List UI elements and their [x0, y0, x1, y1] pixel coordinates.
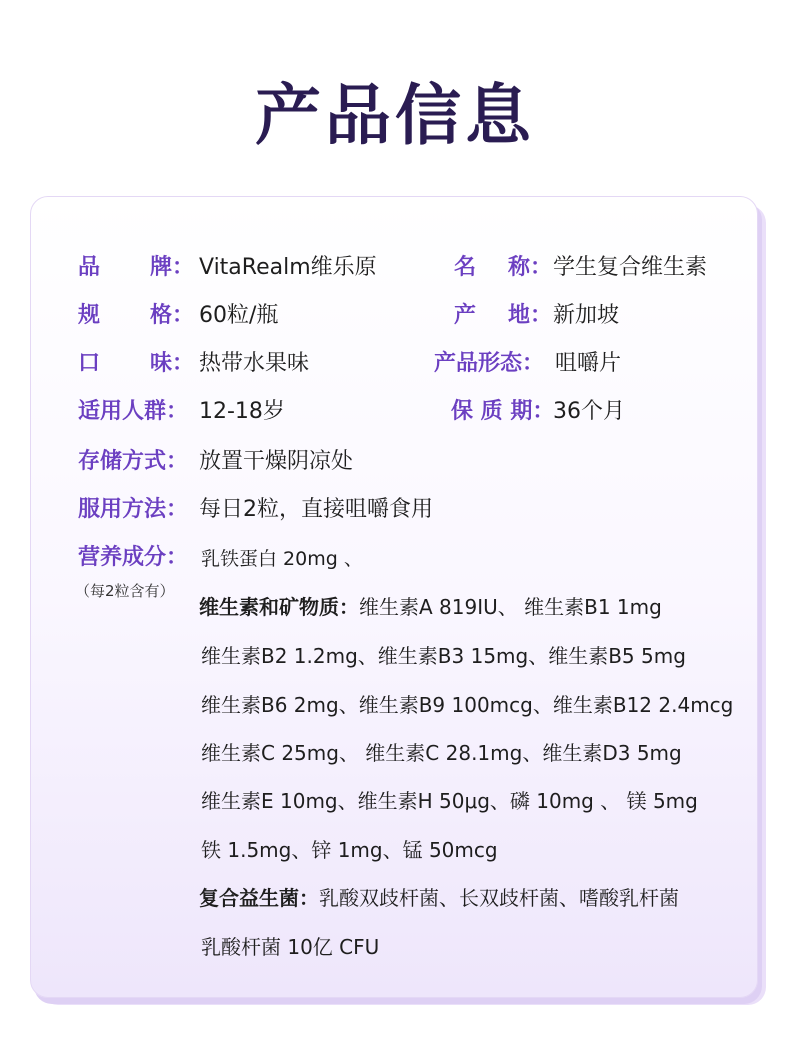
vitamins-first: 维生素A 819IU、 维生素B1 1mg	[359, 595, 662, 619]
probiotic-line	[199, 883, 679, 913]
probiotic-last: 乳酸杆菌 10亿 CFU	[201, 935, 380, 959]
page-title: 产品信息	[255, 77, 535, 154]
shelf-label: 保 质 期：	[451, 399, 555, 424]
vitamins-line-1: 维生素B2 1.2mg、维生素B3 15mg、维生素B5 5mg	[201, 644, 686, 668]
taste-value: 热带水果味	[199, 351, 310, 376]
spec-value: 60粒/瓶	[199, 303, 279, 328]
storage-value: 放置干燥阴凉处	[199, 449, 354, 474]
product-info-card: 品 牌： VitaRealm维乐原 名 称： 学生复合维生素 规 格： 60粒/瓶 产 地： 新加坡 口 味： 热带水果味 产品形态： 咀嚼片 适用人群： 12-18岁 保 质 期： 36个月 存储方式： 放置干燥阴凉处 服用方法： 每日2粒，直接咀嚼食用 营养成分： （每2粒含有） 乳铁蛋白 20mg 、 维生素和矿物质：维生素A 819IU、 维生素B1 1mg 维生素B2 1.2mg、维生素B3 15mg、维生素B5 5mg 维生素B6 2mg、维生素B9 100mcg、维生素B12 2.4mcg 维生素C 25mg、 维生素C 28.1mg、维生素D3 5mg 维生素E 10mg、维生素H 50μg、磷 10mg 、 镁 5mg 铁 1.5mg、锌 1mg、锰 50mcg 复合益生菌：乳酸双歧杆菌、长双歧杆菌、嗜酸乳杆菌 乳酸杆菌 10亿 CFU	[30, 196, 758, 998]
crowd-label: 适用人群：	[78, 399, 189, 424]
form-label: 产品形态：	[434, 351, 545, 376]
nutrition-note: （每2粒含有）	[75, 582, 175, 600]
form-value: 咀嚼片	[555, 351, 622, 376]
vitamins-line-2: 维生素B6 2mg、维生素B9 100mcg、维生素B12 2.4mcg	[201, 693, 734, 717]
vitamins-line-5: 铁 1.5mg、锌 1mg、锰 50mcg	[201, 838, 498, 862]
storage-label: 存储方式：	[78, 449, 189, 474]
vitamins-line-4: 维生素E 10mg、维生素H 50μg、磷 10mg 、 镁 5mg	[201, 789, 698, 813]
origin-value: 新加坡	[553, 303, 620, 328]
shelf-value: 36个月	[553, 399, 625, 424]
probiotic-first: 乳酸双歧杆菌、长双歧杆菌、嗜酸乳杆菌	[319, 886, 679, 910]
vitamins-line	[199, 592, 662, 622]
vitamins-line-3: 维生素C 25mg、 维生素C 28.1mg、维生素D3 5mg	[201, 741, 682, 765]
probiotic-label: 复合益生菌：	[199, 886, 319, 910]
nutrition-first: 乳铁蛋白 20mg 、	[201, 548, 363, 570]
vitamins-label: 维生素和矿物质：	[199, 595, 359, 619]
brand-value: VitaRealm维乐原	[199, 255, 377, 280]
usage-value: 每日2粒，直接咀嚼食用	[199, 497, 433, 522]
name-value: 学生复合维生素	[553, 255, 708, 280]
nutrition-label: 营养成分：	[78, 545, 189, 570]
crowd-value: 12-18岁	[199, 399, 285, 424]
usage-label: 服用方法：	[78, 497, 189, 522]
